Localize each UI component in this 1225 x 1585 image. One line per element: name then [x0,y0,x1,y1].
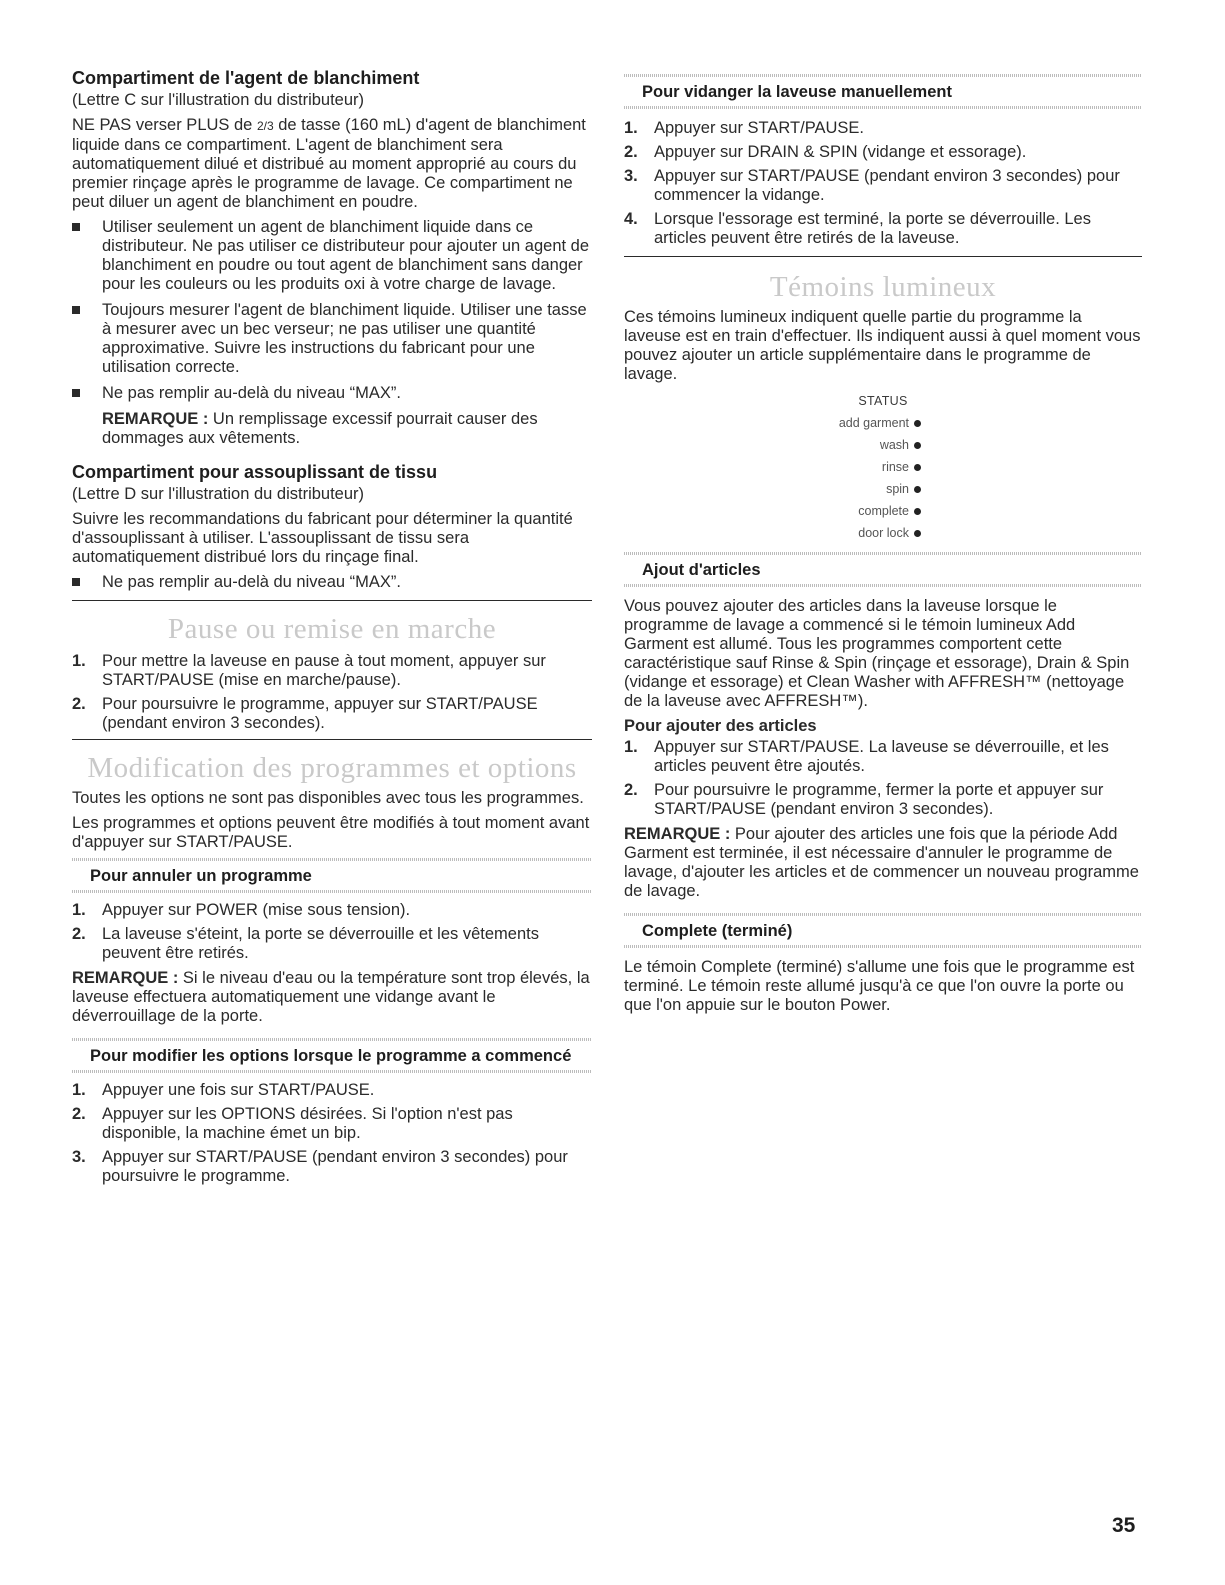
indicator-dot-icon [914,508,921,515]
modify-paragraph-1: Toutes les options ne sont pas disponibles avec tous les programmes. [72,789,584,807]
divider [72,600,592,601]
add-items-subheading: Pour ajouter des articles [624,717,817,735]
list-item: 2. La laveuse s'éteint, la porte se déverrouille et les vêtements peuvent être retirés. [72,925,539,962]
status-light-add-garment: add garment [839,414,921,433]
list-item: 3. Appuyer sur START/PAUSE (pendant environ 3 secondes) pour commencer la vidange. [624,167,1120,204]
indicator-dot-icon [914,442,921,449]
square-bullet-icon [72,306,80,314]
drain-bar: Pour vidanger la laveuse manuellement [624,74,1142,109]
square-bullet-icon [72,578,80,586]
cancel-steps [72,901,592,963]
page-number: 35 [1112,1514,1136,1537]
modify-paragraph-2: Les programmes et options peuvent être modifiés à tout moment avant d'appuyer sur START/PAUSE. [72,814,590,851]
lights-section-title: Témoins lumineux [769,271,997,303]
status-title: STATUS [858,394,908,408]
indicator-dot-icon [914,530,921,537]
list-item: 1. Appuyer sur POWER (mise sous tension). [72,901,411,919]
left-column [72,68,592,1192]
cancel-program-bar: Pour annuler un programme [72,858,592,893]
list-item: Toujours mesurer l'agent de blanchiment liquide. Utiliser une tasse à mesurer avec un bec verseur; ne pas utiliser une quantité approximative. Suivre les instructions du fabricant pour une utilisation correcte. [72,301,592,377]
softener-bullet-list [72,573,592,592]
pause-section-title: Pause ou remise en marche [167,613,497,645]
bleach-note: REMARQUE : Un remplissage excessif pourrait causer des dommages aux vêtements. [102,410,538,447]
square-bullet-icon [72,223,80,231]
list-item: 4. Lorsque l'essorage est terminé, la porte se déverrouille. Les articles peuvent être retirés de la laveuse. [624,210,1091,247]
list-item: Ne pas remplir au-delà du niveau “MAX”. [72,573,592,592]
options-steps [72,1081,592,1186]
fraction: 2/3 [256,119,274,133]
status-light-complete: complete [858,502,921,521]
status-light-rinse: rinse [882,458,921,477]
complete-bar: Complete (terminé) [624,913,1142,948]
bleach-paragraph: NE PAS verser PLUS de 2/3 de tasse (160 mL) d'agent de blanchiment liquide dans ce compartiment. L'agent de blanchiment sera automatiquement dilué et distribué au moment approprié au cours du premier rinçage après le programme de lavage. Ce compartiment ne peut diluer un agent de blanchiment en poudre. [72,116,586,211]
add-items-paragraph: Vous pouvez ajouter des articles dans la laveuse lorsque le programme de lavage a commencé si le témoin lumineux Add Garment est allumé. Tous les programmes comportent cette caractéristique sauf Rinse & Spin (rinçage et essorage), Drain & Spin (vidange et essorage) et Clean Washer with AFFRESH™ (nettoyage de la laveuse avec AFFRESH™). [624,597,1130,710]
list-item: 1. Appuyer sur START/PAUSE. [624,119,864,137]
list-item: 1. Appuyer sur START/PAUSE. La laveuse se déverrouille, et les articles peuvent être ajoutés. [624,738,1109,775]
bleach-heading: Compartiment de l'agent de blanchiment [72,68,420,88]
softener-subtitle: (Lettre D sur l'illustration du distributeur) [72,485,365,503]
indicator-dot-icon [914,486,921,493]
drain-steps [624,119,1142,248]
divider [72,739,592,740]
modify-options-bar: Pour modifier les options lorsque le programme a commencé [72,1038,592,1073]
status-light-door-lock: door lock [858,524,921,543]
indicator-dot-icon [914,464,921,471]
lights-paragraph: Ces témoins lumineux indiquent quelle partie du programme la laveuse est en train d'effectuer. Ils indiquent aussi à quel moment vous pouvez ajouter un article supplémentaire dans le programme de lavage. [624,308,1141,383]
status-panel [624,390,1142,542]
indicator-dot-icon [914,420,921,427]
list-item: Ne pas remplir au-delà du niveau “MAX”. [72,384,592,403]
list-item: 2. Pour poursuivre le programme, appuyer sur START/PAUSE (pendant environ 3 secondes). [72,695,538,732]
pause-steps [72,652,592,733]
add-items-steps [624,738,1142,819]
add-items-note: REMARQUE : Pour ajouter des articles une fois que la période Add Garment est terminée, il est nécessaire d'annuler le programme de lavage, d'ajouter les articles et de commencer un nouveau programme de lavage. [624,825,1139,900]
complete-paragraph: Le témoin Complete (terminé) s'allume une fois que le programme est terminé. Le témoin reste allumé jusqu'à ce que l'on ouvre la porte ou que l'on appuie sur le bouton Power. [624,958,1135,1014]
list-item: Utiliser seulement un agent de blanchiment liquide dans ce distributeur. Ne pas utiliser ce distributeur pour ajouter un agent de blanchiment en poudre ou tout agent de blanchiment sans danger pour les couleurs ou les produits oxi à votre charge de lavage. [72,218,592,294]
right-column [624,74,1142,1021]
status-light-wash: wash [880,436,921,455]
status-light-spin: spin [886,480,921,499]
list-item: 1. Pour mettre la laveuse en pause à tout moment, appuyer sur START/PAUSE (mise en marche/pause). [72,652,546,689]
square-bullet-icon [72,389,80,397]
list-item: 2. Appuyer sur les OPTIONS désirées. Si l'option n'est pas disponible, la machine émet un bip. [72,1105,513,1142]
list-item: 3. Appuyer sur START/PAUSE (pendant environ 3 secondes) pour poursuivre le programme. [72,1148,568,1185]
modify-section-title: Modification des programmes et options [87,752,577,784]
list-item: 2. Appuyer sur DRAIN & SPIN (vidange et essorage). [624,143,1027,161]
cancel-note: REMARQUE : Si le niveau d'eau ou la température sont trop élevés, la laveuse effectuera automatiquement une vidange avant le déverrouillage de la porte. [72,969,590,1025]
add-items-bar: Ajout d'articles [624,552,1142,587]
bleach-bullet-list [72,218,592,403]
softener-paragraph: Suivre les recommandations du fabricant pour déterminer la quantité d'assouplissant à utiliser. L'assouplissant de tissu sera automatiquement distribué lors du rinçage final. [72,510,573,566]
bleach-subtitle: (Lettre C sur l'illustration du distributeur) [72,91,365,109]
divider [624,256,1142,257]
softener-heading: Compartiment pour assouplissant de tissu [72,462,438,482]
list-item: 1. Appuyer une fois sur START/PAUSE. [72,1081,375,1099]
list-item: 2. Pour poursuivre le programme, fermer la porte et appuyer sur START/PAUSE (pendant environ 3 secondes). [624,781,1104,818]
